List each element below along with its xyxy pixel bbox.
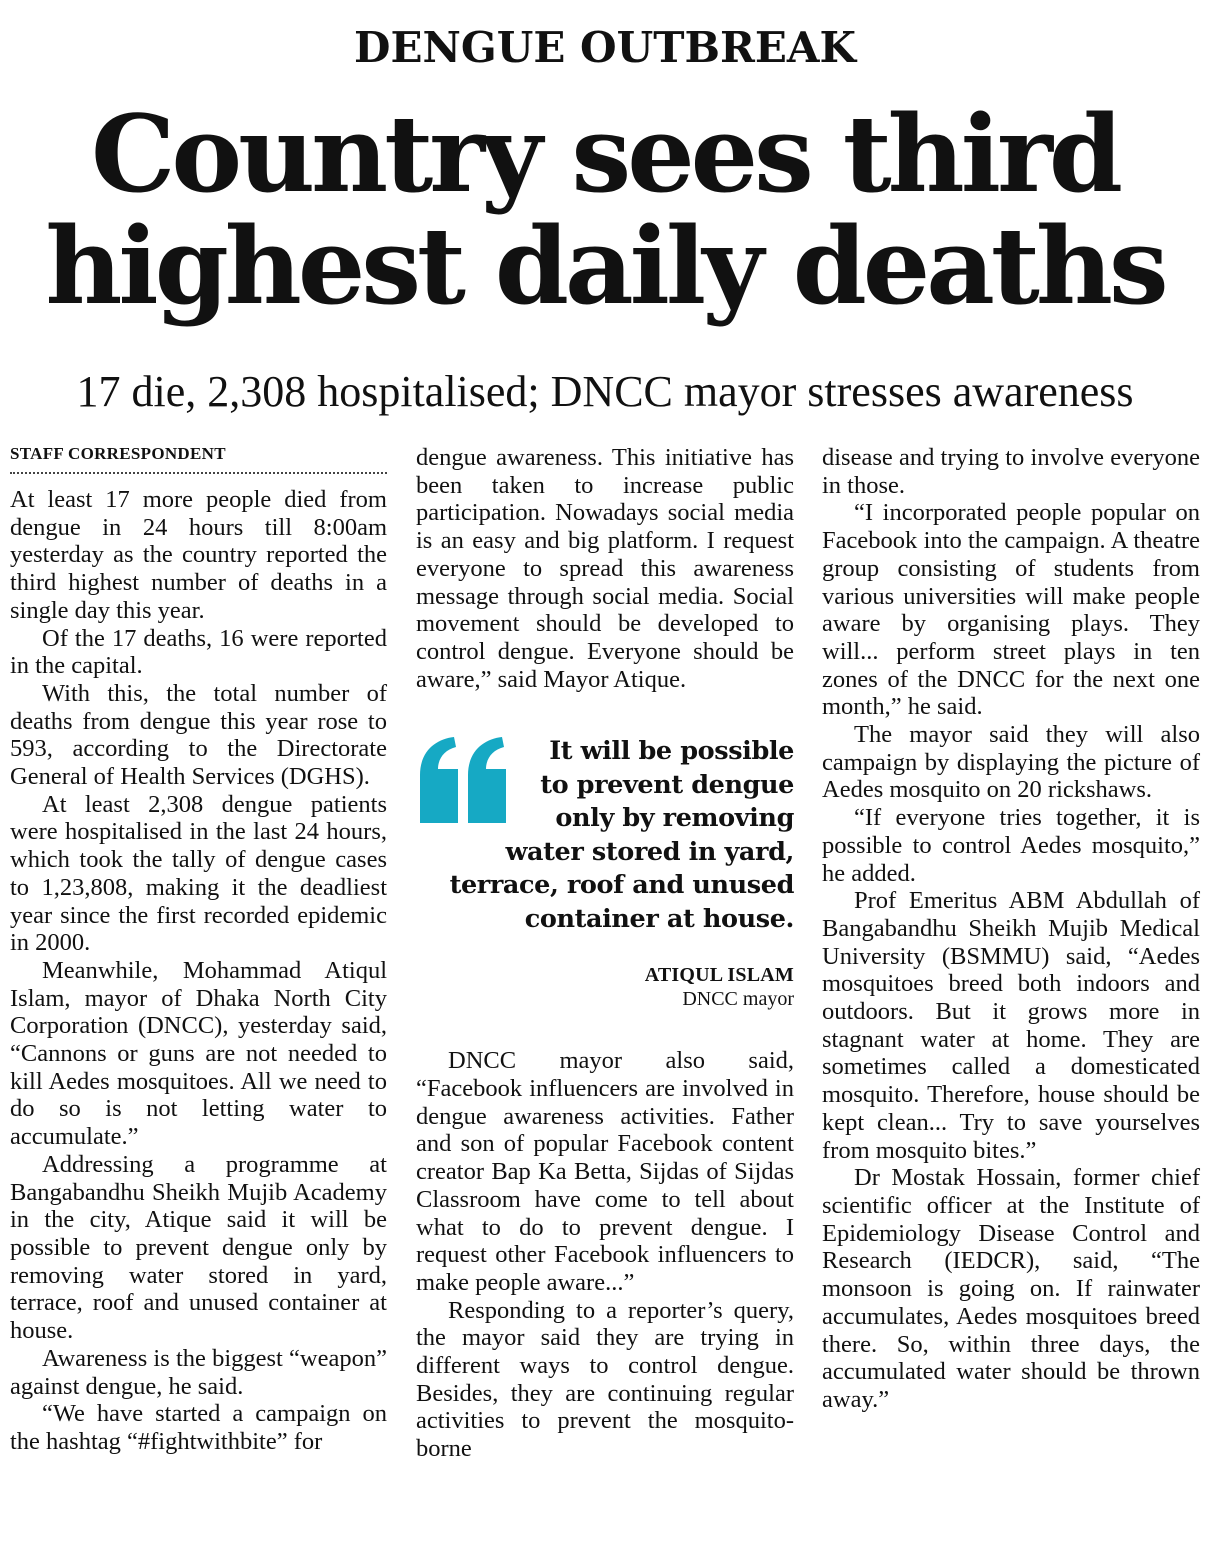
- pull-quote-line: terrace, roof and unused: [449, 870, 794, 901]
- paragraph: With this, the total number of deaths from dengue this year rose to 593, according to the Directorate General of Health Services (DGHS).: [10, 679, 387, 791]
- pull-quote: [416, 735, 794, 945]
- subheadline: 17 die, 2,308 hospitalised; DNCC mayor stresses awareness: [76, 367, 1134, 416]
- paragraph: “If everyone tries together, it is possible to control Aedes mosquito,” he added.: [822, 804, 1200, 887]
- paragraph: Dr Mostak Hossain, former chief scientific officer at the Institute of Epidemiology Disease Control and Research (IEDCR), said, “The monsoon is going on. If rainwater accumulates, Aedes mosquitoes breed there. So, within three days, the accumulated water should be thrown away.”: [822, 1164, 1200, 1413]
- pull-quote-text: [414, 735, 794, 936]
- pull-quote-line: to prevent dengue: [540, 769, 794, 800]
- column-2-continued: [416, 1047, 794, 1463]
- pull-quote-line: water stored in yard,: [505, 836, 794, 867]
- paragraph: “We have started a campaign on the hashtag “#fightwithbite” for: [10, 1400, 387, 1455]
- headline-line-2: highest daily deaths: [45, 203, 1165, 328]
- paragraph: At least 17 more people died from dengue in 24 hours till 8:00am yesterday as the country reported the third highest number of deaths in a single day this year.: [10, 486, 387, 624]
- article-column-1: [10, 444, 387, 1456]
- paragraph: Of the 17 deaths, 16 were reported in the capital.: [10, 624, 387, 680]
- paragraph: At least 2,308 dengue patients were hospitalised in the last 24 hours, which took the tally of dengue cases to 1,23,808, making it the deadliest year since the first recorded epidemic in 2000.: [10, 790, 387, 957]
- paragraph: Prof Emeritus ABM Abdullah of Bangabandhu Sheikh Mujib Medical University (BSMMU) said, “Aedes mosquitoes breed both indoors and outdoors. But it grows more in stagnant water at home. They are sometimes called a domesticated mosquito. Therefore, house should be kept clean... Try to save yourselves from mosquito bites.”: [822, 887, 1200, 1164]
- article-column-2: [416, 444, 794, 1463]
- byline: STAFF CORRESPONDENT: [10, 444, 387, 474]
- paragraph: Awareness is the biggest “weapon” against dengue, he said.: [10, 1344, 387, 1400]
- pull-quote-line: container at house.: [524, 903, 794, 934]
- pull-quote-attribution: [416, 963, 794, 1011]
- headline: [0, 91, 1210, 328]
- paragraph: Addressing a programme at Bangabandhu Sheikh Mujib Academy in the city, Atique said it will be possible to prevent dengue only by removing water stored in yard, terrace, roof and unused container at house.: [10, 1150, 387, 1345]
- headline-line-1: Country sees third: [91, 91, 1119, 216]
- paragraph: dengue awareness. This initiative has been taken to increase public participation. Nowadays social media is an easy and big platform. I request everyone to spread this awareness message through social media. Social movement should be developed to control dengue. Everyone should be aware,” said Mayor Atique.: [416, 444, 794, 693]
- paragraph: Meanwhile, Mohammad Atiqul Islam, mayor of Dhaka North City Corporation (DNCC), yesterday said, “Cannons or guns are not needed to kill Aedes mosquitoes. All we need to do so is not letting water to accumulate.”: [10, 956, 387, 1151]
- pull-quote-line: It will be possible: [549, 736, 794, 767]
- paragraph: “I incorporated people popular on Facebook into the campaign. A theatre group consisting of students from various universities will make people aware by organising plays. They will... perform street plays in ten zones of the DNCC for the next one month,” he said.: [822, 499, 1200, 721]
- paragraph: The mayor said they will also campaign by displaying the picture of Aedes mosquito on 20 rickshaws.: [822, 721, 1200, 804]
- paragraph: Responding to a reporter’s query, the mayor said they are trying in different ways to control dengue. Besides, they are continuing regular activities to prevent the mosquito-borne: [416, 1296, 794, 1463]
- attribution-name: ATIQUL ISLAM: [644, 964, 794, 987]
- attribution-title: DNCC mayor: [682, 988, 794, 1011]
- pull-quote-line: only by removing: [555, 803, 794, 834]
- paragraph: DNCC mayor also said, “Facebook influencers are involved in dengue awareness activities. Father and son of popular Facebook content creator Bap Ka Betta, Sijdas of Sijdas Classroom have come to tell about what to do to prevent dengue. I request other Facebook influencers to make people aware...”: [416, 1047, 794, 1296]
- section-kicker: DENGUE OUTBREAK: [354, 23, 856, 72]
- article-column-3: [822, 444, 1200, 1414]
- paragraph: disease and trying to involve everyone in those.: [822, 444, 1200, 499]
